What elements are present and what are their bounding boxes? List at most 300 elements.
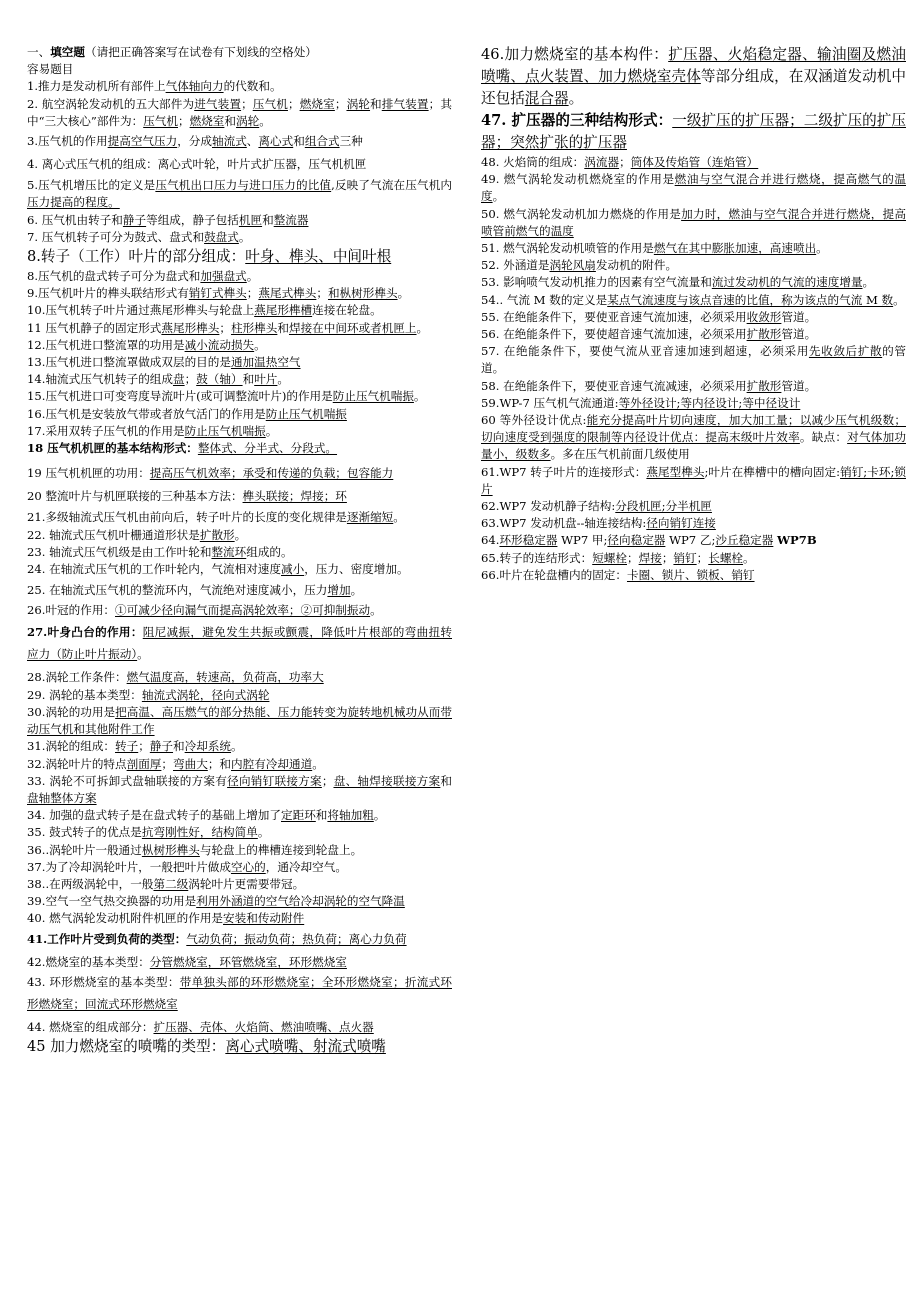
question-item <box>27 78 452 95</box>
question-item <box>27 669 452 686</box>
question-text: 42.燃烧室的基本类型： <box>27 954 150 969</box>
answer-blank: 扩压器、火焰稳定器、输油圈及燃油喷嘴、点火装置、加力燃烧室壳体 <box>481 46 906 85</box>
answer-blank: 径向稳定器 <box>607 533 666 548</box>
question-item <box>27 599 452 621</box>
question-text: 。 <box>816 241 828 256</box>
question-text: 55. 在绝能条件下，要使亚音速气流加速，必须采用 <box>481 309 747 324</box>
answer-blank: 柱形榫头 <box>230 320 278 335</box>
question-text: 22. 轴流式压气机叶栅通道形状是 <box>27 527 200 542</box>
question-text: ； <box>661 550 674 565</box>
question-item <box>481 550 906 567</box>
question-text: ； <box>241 96 253 111</box>
question-item <box>27 859 452 876</box>
question-item <box>27 423 452 440</box>
answer-blank: 等外径设计;等内径设计;等中径设计 <box>618 395 801 410</box>
question-text: 等组成，静子包括 <box>146 212 239 227</box>
question-item <box>27 842 452 859</box>
question-item <box>27 302 452 319</box>
answer-blank: 先收敛后扩散 <box>808 344 883 359</box>
question-text: 37.为了冷却涡轮叶片，一般把叶片做成 <box>27 859 231 874</box>
question-item <box>27 807 452 824</box>
answer-blank: 扩散形 <box>746 378 782 393</box>
question-text: ,反映了气流在压气机内 <box>331 178 453 193</box>
question-text: 。 <box>350 583 363 598</box>
question-text: 25. 在轴流式压气机的整流环内，气流绝对速度减小，压力 <box>27 583 328 598</box>
question-text: 。 <box>312 756 324 771</box>
question-text: 40. 燃气涡轮发动机附件机匣的作用是 <box>27 911 224 926</box>
question-text: ； <box>696 550 709 565</box>
answer-blank: 定距环 <box>281 808 316 823</box>
question-item <box>27 156 452 173</box>
question-text: 的代数和。 <box>223 79 282 94</box>
question-item <box>481 326 906 343</box>
answer-blank: 燃气在其中膨胀加速，高速喷出 <box>653 241 817 256</box>
question-text: 。 <box>254 337 266 352</box>
question-item <box>27 285 452 302</box>
question-text: 。 <box>413 389 426 404</box>
question-text: 。 <box>238 229 251 244</box>
answer-blank: 涡流器 <box>584 155 620 169</box>
question-item <box>27 527 452 544</box>
question-text: 。 <box>259 113 271 128</box>
answer-blank: 一级扩压的扩压器；二级扩压的扩压器；突然扩张的扩压器 <box>481 112 906 151</box>
answer-blank: 收敛形 <box>746 309 782 324</box>
answer-blank: 和枞树形榫头 <box>327 286 398 301</box>
question-text: 50. 燃气涡轮发动机加力燃烧的作用是 <box>481 206 682 221</box>
question-item <box>27 756 452 773</box>
answer-blank: 内腔有冷却通道 <box>231 756 313 771</box>
answer-blank: 轴流式涡轮，径向式涡轮 <box>141 687 270 702</box>
question-text: 45 加力燃烧室的喷嘴的类型： <box>27 1037 226 1055</box>
question-text: 管道。 <box>781 327 817 342</box>
answer-blank: 枞树形榫头 <box>141 842 200 857</box>
question-text: WP7B <box>777 533 817 548</box>
question-item <box>27 212 452 229</box>
answer-blank: 防止压气机喘振 <box>332 389 414 404</box>
right-column <box>481 44 906 584</box>
answer-blank: 径向销钉联接方案 <box>227 773 322 788</box>
question-item <box>27 1019 452 1036</box>
answer-blank: 叶身、榫头、中间叶根 <box>245 248 392 266</box>
answer-blank: 组合式 <box>304 134 340 149</box>
question-text: 36..涡轮叶片一般通过 <box>27 842 142 857</box>
question-item <box>27 354 452 371</box>
answer-blank: 燃烧室 <box>299 96 335 111</box>
question-text: ； <box>161 756 174 771</box>
question-item <box>27 910 452 927</box>
question-text: 。 <box>257 825 270 840</box>
question-text: 。 <box>277 372 290 387</box>
answer-blank: 加强盘式 <box>200 269 247 284</box>
question-text: ;叶片在榫槽中的槽向固定: <box>704 464 841 479</box>
question-text: 。 <box>234 527 247 542</box>
question-text: 52. 外涵道是 <box>481 258 550 273</box>
question-text: 18 压气机机匣的基本结构形式： <box>27 441 198 456</box>
question-item <box>27 177 452 211</box>
question-text: 54.. 气流 M 数的定义是 <box>481 292 608 307</box>
question-text: 33. 涡轮不可拆卸式盘轴联接的方案有 <box>27 773 228 788</box>
question-text: ，压力、密度增加。 <box>304 562 409 577</box>
question-text: （请把正确答案写在试卷有下划线的空格处） <box>85 45 317 59</box>
question-text: ； <box>321 773 334 788</box>
answer-blank: 机匣 <box>238 212 263 227</box>
question-text: 和 <box>173 739 185 754</box>
answer-blank: 筒体及传焰管（连焰管） <box>630 155 759 169</box>
question-text: 。 <box>743 550 755 565</box>
question-text: 。缺点： <box>799 430 848 445</box>
answer-blank: 防止压气机喘振 <box>184 423 266 438</box>
answer-blank: 燕尾形榫头 <box>161 320 220 335</box>
question-text: 1.推力是发动机所有部件上 <box>27 79 166 94</box>
question-text: 39.空气一空气热交换器的功用是 <box>27 894 197 909</box>
question-text: 8.压气机的盘式转子可分为盘式和 <box>27 269 201 284</box>
answer-blank: 沙丘稳定器 <box>715 533 774 548</box>
answer-blank: 进气装置 <box>194 96 242 111</box>
question-item <box>27 229 452 246</box>
answer-blank: 燕尾型榫头 <box>646 464 705 479</box>
answer-blank: 阻尼减振，避免发生共振或颤震，降低叶片根部的弯曲扭转应力（防止叶片振动） <box>27 625 452 662</box>
question-text: 和 <box>242 372 255 387</box>
answer-blank: 减小流动损失 <box>184 337 255 352</box>
question-text: 。 <box>393 510 405 525</box>
answer-blank: 气动负荷；振动负荷；热负荷；离心力负荷 <box>186 931 407 946</box>
question-item <box>27 337 452 354</box>
question-text: 20 整流叶片与机匣联接的三种基本方法： <box>27 489 243 504</box>
question-item <box>481 171 906 205</box>
answer-blank: 短螺栓 <box>592 550 627 565</box>
answer-blank: 燕尾式榫头 <box>258 286 317 301</box>
question-item <box>27 824 452 841</box>
question-text: 。多在压气机前面几级使用 <box>550 447 690 462</box>
answer-blank: 第二级 <box>153 876 189 891</box>
answer-blank: 涡轮 <box>346 96 371 111</box>
question-text: 53. 影响喷气发动机推力的因素有空气流量和 <box>481 275 712 290</box>
question-item <box>481 395 906 412</box>
question-text: 。 <box>373 808 386 823</box>
question-text: 19 压气机机匣的功用： <box>27 466 150 481</box>
question-text: 7. 压气机转子可分为鼓式、盘式和 <box>27 229 205 244</box>
question-text: ； <box>246 286 259 301</box>
question-text: 64. <box>481 533 500 548</box>
question-text: 27.叶身凸台的作用： <box>27 625 143 640</box>
question-item <box>27 928 452 950</box>
question-item <box>27 561 452 578</box>
question-text: 10.压气机转子叶片通过燕尾形榫头与轮盘上 <box>27 303 255 318</box>
question-text: ； <box>619 155 631 169</box>
question-text: 11 压气机静子的固定形式 <box>27 320 162 335</box>
question-item <box>481 257 906 274</box>
answer-blank: 排气装置 <box>381 96 429 111</box>
question-item <box>27 44 452 61</box>
question-text: 8.转子（工作）叶片的部分组成： <box>27 248 246 266</box>
question-text: 。 <box>568 90 584 107</box>
answer-blank: 扩散形 <box>199 527 235 542</box>
question-item <box>481 532 906 549</box>
answer-blank: 整体式、分半式、分段式。 <box>197 441 338 456</box>
question-item <box>481 240 906 257</box>
question-text: 29. 涡轮的基本类型： <box>27 687 142 702</box>
question-text: 63.WP7 发动机盘--轴连接结构: <box>481 516 647 531</box>
question-text: 3.压气机的作用 <box>27 134 108 149</box>
answer-blank: 空心的 <box>230 859 266 874</box>
answer-blank: 提高空气压力 <box>107 134 178 149</box>
answer-blank: 卡圈、锁片、锁板、销钉 <box>626 567 755 582</box>
question-text: 21.多级轴流式压气机由前向后，转子叶片的长度的变化规律是 <box>27 510 347 525</box>
question-text: 24. 在轴流式压气机的工作叶轮内，气流相对速度 <box>27 562 281 577</box>
question-text: 14.轴流式压气机转子的组成 <box>27 372 173 387</box>
question-text: ； <box>334 96 347 111</box>
answer-blank: 气体轴向力 <box>165 79 224 94</box>
question-text: 56. 在绝能条件下，要使超音速气流加速，必须采用 <box>481 327 747 342</box>
question-text: ； <box>184 372 197 387</box>
question-item <box>27 268 452 285</box>
question-item <box>27 130 452 152</box>
question-text: 管道。 <box>781 378 817 393</box>
question-text: 5.压气机增压比的定义是 <box>27 178 156 193</box>
answer-blank: 扩散形 <box>746 327 782 342</box>
answer-blank: 分段机匣;分半机匣 <box>615 499 712 514</box>
question-text: ； <box>316 286 328 301</box>
question-text: 35. 鼓式转子的优点是 <box>27 825 142 840</box>
answer-blank: 增加 <box>327 583 351 598</box>
answer-blank: 静子 <box>122 212 147 227</box>
question-text: 15.压气机进口可变弯度导流叶片(或可调整流叶片)的作用是 <box>27 389 333 404</box>
question-text: 和 <box>262 212 274 227</box>
answer-blank: 燃油与空气混合并进行燃烧，提高燃气的温度 <box>481 172 906 204</box>
question-text: ，通冷却空气。 <box>265 859 347 874</box>
answer-blank: 扩压器、壳体、火焰筒、燃油喷嘴、点火器 <box>153 1019 374 1034</box>
answer-blank: 燃气温度高，转速高，负荷高，功率大 <box>126 670 324 685</box>
answer-blank: 离心式 <box>258 134 294 149</box>
question-text: 49. 燃气涡轮发动机燃烧室的作用是 <box>481 172 675 187</box>
answer-blank: 安装和传动附件 <box>223 911 305 926</box>
question-item <box>481 567 906 584</box>
question-text: 4. 离心式压气机的组成：离心式叶轮，叶片式扩压器，压气机机匣 <box>27 157 367 172</box>
answer-blank: 压气机 <box>143 113 178 128</box>
question-text: 2. 航空涡轮发动机的五大部件为 <box>27 96 195 111</box>
answer-blank: 盘 <box>172 372 185 387</box>
question-text: 一、 <box>27 45 51 59</box>
question-item <box>27 687 452 704</box>
question-text: 。 <box>492 189 505 204</box>
question-item <box>27 96 452 130</box>
question-text: ； <box>178 113 190 128</box>
question-text: 28.涡轮工作条件： <box>27 670 127 685</box>
question-item <box>481 412 906 464</box>
question-text: 。 <box>265 423 278 438</box>
answer-blank: 整流器 <box>273 212 309 227</box>
question-item <box>27 773 452 807</box>
answer-blank: 涡轮风扇 <box>549 258 596 273</box>
answer-blank: 抗弯刚性好，结构简单 <box>141 825 258 840</box>
question-text: 和 <box>370 96 382 111</box>
answer-blank: 离心式喷嘴、射流式喷嘴 <box>225 1037 386 1055</box>
question-text: 和 <box>277 320 289 335</box>
question-text: ； <box>219 320 231 335</box>
question-text: 的管道。 <box>481 344 906 376</box>
question-text: WP7 甲; <box>557 533 608 548</box>
question-text: ，分成 <box>177 134 212 149</box>
question-item <box>481 154 906 171</box>
question-item <box>481 309 906 326</box>
question-text: 58. 在绝能条件下，要使亚音速气流减速，必须采用 <box>481 378 747 393</box>
question-text: 发动机的附件。 <box>595 258 678 273</box>
question-text: 17.采用双转子压气机的作用是 <box>27 423 185 438</box>
question-text: 等部分组成，在双涵道发动机中还包括 <box>481 68 906 107</box>
answer-blank: 轴流式 <box>212 134 247 149</box>
question-text: 61.WP7 转子叶片的连接形式： <box>481 464 647 479</box>
question-text: 容易题目 <box>27 62 74 77</box>
answer-blank: 压气机出口压力与进口压力的比值 <box>155 178 332 193</box>
question-item <box>27 61 452 78</box>
question-item <box>27 440 452 457</box>
question-item <box>27 488 452 505</box>
question-text: 和 <box>224 113 237 128</box>
answer-blank: 分管燃烧室，环管燃烧室，环形燃烧室 <box>149 954 347 969</box>
question-item <box>481 498 906 515</box>
question-item <box>27 1036 452 1058</box>
question-text: 48. 火焰筒的组成： <box>481 155 585 169</box>
answer-blank: 利用外涵道的空气给冷却涡轮的空气降温 <box>196 894 405 909</box>
question-item <box>27 320 452 337</box>
question-text: 。 <box>246 269 259 284</box>
question-text: 和 <box>440 773 452 788</box>
question-item <box>481 292 906 309</box>
question-text: ； <box>627 550 639 565</box>
question-text: 6. 压气机由转子和 <box>27 212 123 227</box>
answer-blank: 能充分提高叶片切向速度，加大加工量；以减少压气机级数；切向速度受到强度的限制等内径设计优点：提高末级叶片效率 <box>481 413 906 445</box>
question-item <box>27 246 452 268</box>
question-text: 。 <box>862 275 875 290</box>
answer-blank: 燕尾形榫槽 <box>254 303 313 318</box>
question-text: 65.转子的连结形式： <box>481 550 593 565</box>
answer-blank: 冷却系统 <box>184 739 232 754</box>
question-item <box>27 893 452 910</box>
answer-blank: 鼓（轴） <box>196 372 243 387</box>
answer-blank: 销钉;卡环;锁片 <box>481 464 906 496</box>
question-text: 47. 扩压器的三种结构形式： <box>481 112 673 129</box>
question-text: 。 <box>370 603 382 618</box>
left-column <box>27 44 452 1058</box>
answer-blank: 逐渐缩短 <box>346 510 394 525</box>
answer-blank: 焊接 <box>638 550 662 565</box>
answer-blank: 径向销钉连接 <box>646 516 716 531</box>
question-text: 。 <box>397 286 410 301</box>
question-item <box>481 206 906 240</box>
answer-blank: 将轴加粗 <box>327 808 374 823</box>
question-item <box>27 462 452 484</box>
question-item <box>481 515 906 532</box>
question-text: 和 <box>315 808 328 823</box>
question-item <box>27 738 452 755</box>
question-item <box>27 971 452 1015</box>
answer-blank: 加力时，燃油与空气混合并进行燃烧，提高喷管前燃气的温度 <box>481 206 906 238</box>
question-item <box>481 110 906 154</box>
question-text: 38..在两级涡轮中，一般 <box>27 876 154 891</box>
question-item <box>481 378 906 395</box>
question-item <box>27 582 452 599</box>
question-item <box>27 371 452 388</box>
question-text: 32.涡轮叶片的特点 <box>27 756 127 771</box>
question-item <box>481 44 906 110</box>
answer-blank: 减小 <box>281 562 305 577</box>
question-text: 涡轮叶片更需要带冠。 <box>188 876 305 891</box>
question-text: WP7 乙; <box>665 533 716 548</box>
question-item <box>27 704 452 738</box>
question-text: 16.压气机是安装放气带或者放气活门的作用是 <box>27 406 266 421</box>
question-text: ；和 <box>207 756 232 771</box>
answer-blank: 整流环 <box>211 544 247 559</box>
question-text: 9.压气机叶片的榫头联结形式有 <box>27 286 189 301</box>
question-text: ； <box>138 739 150 754</box>
question-text: 31.涡轮的组成： <box>27 739 116 754</box>
question-text: ；其中“三大核心”部件为： <box>27 96 452 128</box>
answer-blank: 环形稳定器 <box>499 533 558 548</box>
question-text: 和 <box>293 134 305 149</box>
question-text: 。 <box>231 739 243 754</box>
question-text: 30.涡轮的功用是 <box>27 704 116 719</box>
question-item <box>481 464 906 498</box>
answer-blank: 长螺栓 <box>708 550 744 565</box>
question-text: 43. 环形燃烧室的基本类型： <box>27 974 180 989</box>
question-text: 13.压气机进口整流罩做成双层的目的是 <box>27 355 231 370</box>
question-text: 组成的。 <box>246 544 293 559</box>
answer-blank: 剖面厚 <box>126 756 162 771</box>
answer-blank: 提高压气机效率；承受和传递的负载；包容能力 <box>149 466 394 481</box>
question-text: 66.叶片在轮盘槽内的固定： <box>481 567 627 582</box>
answer-blank: 鼓盘式 <box>204 229 239 244</box>
answer-blank: 叶片 <box>254 372 278 387</box>
question-text: 管道。 <box>781 309 817 324</box>
answer-blank: 流过发动机的气流的速度增量 <box>711 275 863 290</box>
answer-blank: 涡轮 <box>236 113 260 128</box>
question-text: 44. 燃烧室的组成部分： <box>27 1019 154 1034</box>
question-item <box>27 876 452 893</box>
question-item <box>27 544 452 561</box>
question-text: 59.WP-7 压气机气流通道: <box>481 395 619 410</box>
answer-blank: 焊接在中间环或者机匣上 <box>288 320 417 335</box>
question-text: 。 <box>416 320 429 335</box>
question-text: 26.叶冠的作用： <box>27 603 116 618</box>
question-item <box>481 274 906 291</box>
answer-blank: 销钉式榫头 <box>188 286 247 301</box>
answer-blank: 盘轴整体方案 <box>27 790 97 805</box>
question-item <box>27 388 452 405</box>
question-item <box>27 954 452 971</box>
question-text: 62.WP7 发动机静子结构: <box>481 499 616 514</box>
answer-blank: 对气体加功量小，级数多 <box>481 430 906 462</box>
question-text: 57. 在绝能条件下，要使气流从亚音速加速到超速，必须采用 <box>481 344 809 359</box>
question-text: 。 <box>137 647 149 662</box>
question-text: 三种 <box>339 134 363 149</box>
question-item <box>27 509 452 526</box>
question-text: 60 等外径设计优点: <box>481 413 587 428</box>
question-text: 、 <box>246 134 259 149</box>
question-text: 41.工作叶片受到负荷的类型： <box>27 931 187 946</box>
answer-blank: 转子 <box>115 739 139 754</box>
answer-blank: 压气机 <box>252 96 288 111</box>
answer-blank: 弯曲大 <box>173 756 208 771</box>
answer-blank: 压力提高的程度。 <box>27 195 120 210</box>
answer-blank: 通加温热空气 <box>230 355 301 370</box>
question-item <box>27 621 452 665</box>
answer-blank: 盘、轴焊接联接方案 <box>333 773 441 788</box>
answer-blank: 某点气流速度与该点音速的比值，称为该点的气流 M 数 <box>607 292 894 307</box>
question-text: ； <box>287 96 300 111</box>
answer-blank: 防止压气机喘振 <box>265 406 347 421</box>
answer-blank: 带单独头部的环形燃烧室；全环形燃烧室；折流式环形燃烧室；回流式环形燃烧室 <box>27 974 452 1011</box>
question-item <box>27 406 452 423</box>
